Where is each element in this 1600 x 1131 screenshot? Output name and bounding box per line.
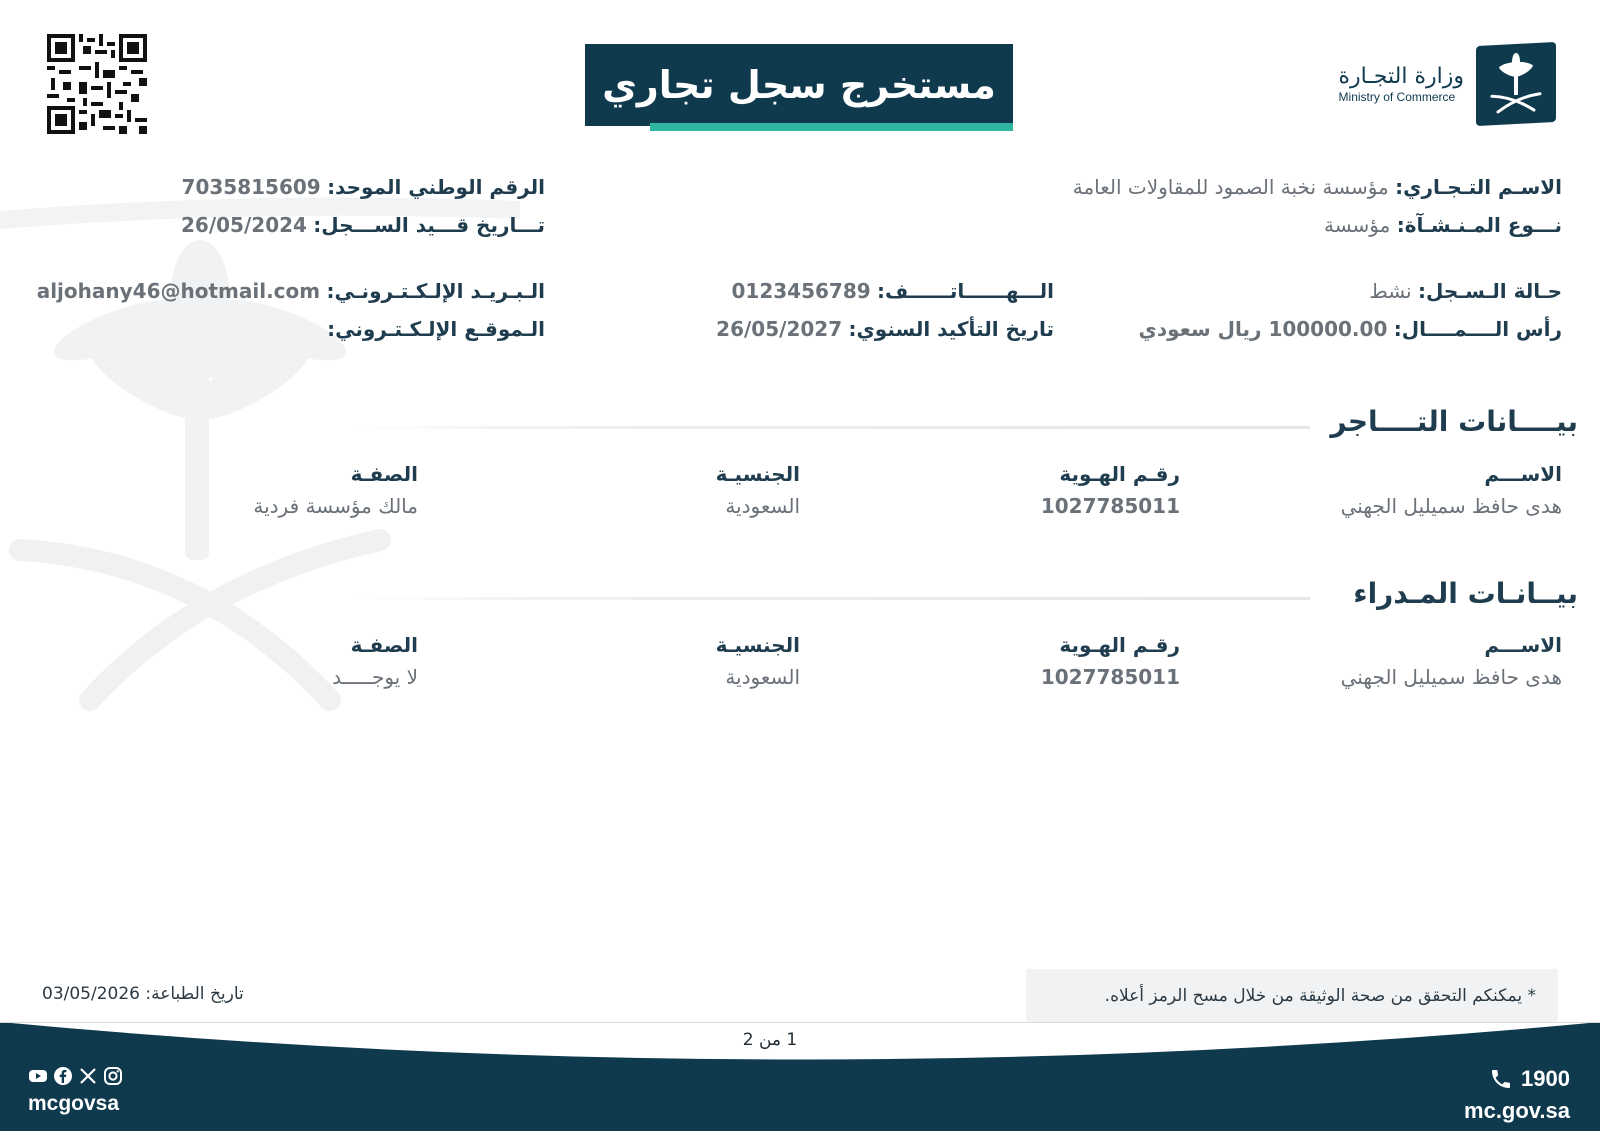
- registration-date-label: تـــاريخ قـــيد الســـجل:: [313, 213, 545, 237]
- ministry-name-ar: وزارة التجـارة: [1338, 64, 1464, 89]
- registration-date-value: 26/05/2024: [181, 213, 307, 237]
- qr-code[interactable]: [47, 34, 147, 134]
- entity-type-label: نـــوع المـنـشـآة:: [1396, 213, 1562, 237]
- merchant-header-id: رقـم الهـوية: [1059, 462, 1180, 486]
- status-label: حـالة الـسـجل:: [1417, 279, 1562, 303]
- annual-confirmation-label: تاريخ التأكيد السنوي:: [848, 317, 1054, 341]
- merchant-role: مالك مؤسسة فردية: [253, 494, 418, 518]
- manager-id: 1027785011: [1040, 665, 1180, 689]
- print-date-value: 03/05/2026: [42, 984, 140, 1004]
- social-handle[interactable]: mcgovsa: [28, 1092, 120, 1115]
- x-icon[interactable]: [78, 1066, 98, 1086]
- unified-number-value: 7035815609: [181, 175, 321, 199]
- print-date: [42, 984, 244, 1004]
- document-title: مستخرج سجل تجاري: [585, 44, 1013, 126]
- trade-name-field: [1073, 175, 1562, 199]
- footer-contact: [1464, 1066, 1570, 1124]
- website-field: [327, 317, 545, 341]
- registration-date-field: [181, 213, 545, 237]
- youtube-icon[interactable]: [28, 1066, 48, 1086]
- footer-divider: [0, 1022, 1600, 1023]
- managers-header-nationality: الجنسيـة: [715, 633, 800, 657]
- print-date-label: تاريخ الطباعة:: [145, 984, 244, 1004]
- facebook-icon[interactable]: [53, 1066, 73, 1086]
- trade-name-value: مؤسسة نخبة الصمود للمقاولات العامة: [1072, 175, 1389, 199]
- unified-number-field: [182, 175, 545, 199]
- hotline-number[interactable]: 1900: [1521, 1066, 1570, 1091]
- footer-band: [0, 1022, 1600, 1131]
- email-label: الـبـريـد الإلـكـتـرونـي:: [326, 279, 545, 303]
- merchant-name: هدى حافظ سميليل الجهني: [1340, 494, 1562, 518]
- footer-social: [28, 1066, 123, 1116]
- manager-nationality: السعودية: [725, 665, 800, 689]
- website-link[interactable]: mc.gov.sa: [1464, 1098, 1570, 1123]
- ministry-logo: [1286, 42, 1556, 126]
- merchant-nationality: السعودية: [725, 494, 800, 518]
- annual-confirmation-value: 26/05/2027: [716, 317, 843, 341]
- managers-section-title: بيــانـات المـدراء: [1353, 577, 1578, 610]
- capital-value: 100000.00 ريال سعودي: [1138, 317, 1388, 341]
- manager-role: لا يوجـــــد: [332, 665, 418, 689]
- phone-value: 0123456789: [731, 279, 871, 303]
- status-field: [1369, 279, 1562, 303]
- capital-label: رأس الــــمــــال:: [1393, 317, 1562, 341]
- ministry-emblem-icon: [1476, 42, 1556, 126]
- phone-label: الـــهــــــاتــــــف:: [877, 279, 1054, 303]
- merchant-header-role: الصفـة: [350, 462, 418, 486]
- email-field: [37, 279, 545, 303]
- instagram-icon[interactable]: [103, 1066, 123, 1086]
- capital-field: [1139, 317, 1562, 341]
- annual-confirmation-field: [716, 317, 1054, 341]
- phone-field: [732, 279, 1054, 303]
- website-label: الـموقـع الإلـكـتـروني:: [327, 317, 545, 341]
- verification-note: * يمكنكم التحقق من صحة الوثيقة من خلال مسح الرمز أعلاه.: [1026, 969, 1558, 1023]
- merchant-section-divider: [350, 426, 1310, 429]
- managers-header-id: رقـم الهـوية: [1059, 633, 1180, 657]
- manager-name: هدى حافظ سميليل الجهني: [1340, 665, 1562, 689]
- email-value[interactable]: aljohany46@hotmail.com: [36, 279, 321, 303]
- merchant-id: 1027785011: [1040, 494, 1180, 518]
- unified-number-label: الرقم الوطني الموحد:: [327, 175, 545, 199]
- entity-type-value: مؤسسة: [1323, 213, 1391, 237]
- title-accent-bar: [650, 123, 1013, 131]
- trade-name-label: الاسـم التـجـاري:: [1395, 175, 1562, 199]
- managers-header-name: الاســـم: [1484, 633, 1562, 657]
- page-number: 1 من 2: [742, 1030, 798, 1050]
- merchant-section-title: بيــــانات التــــاجر: [1330, 405, 1578, 438]
- entity-type-field: [1324, 213, 1562, 237]
- merchant-header-nationality: الجنسيـة: [715, 462, 800, 486]
- watermark-emblem: [0, 180, 520, 720]
- phone-icon: [1489, 1067, 1513, 1091]
- status-value: نشط: [1369, 279, 1412, 303]
- managers-section-divider: [350, 597, 1310, 600]
- managers-header-role: الصفـة: [350, 633, 418, 657]
- merchant-header-name: الاســـم: [1484, 462, 1562, 486]
- ministry-name-en: Ministry of Commerce: [1338, 90, 1456, 104]
